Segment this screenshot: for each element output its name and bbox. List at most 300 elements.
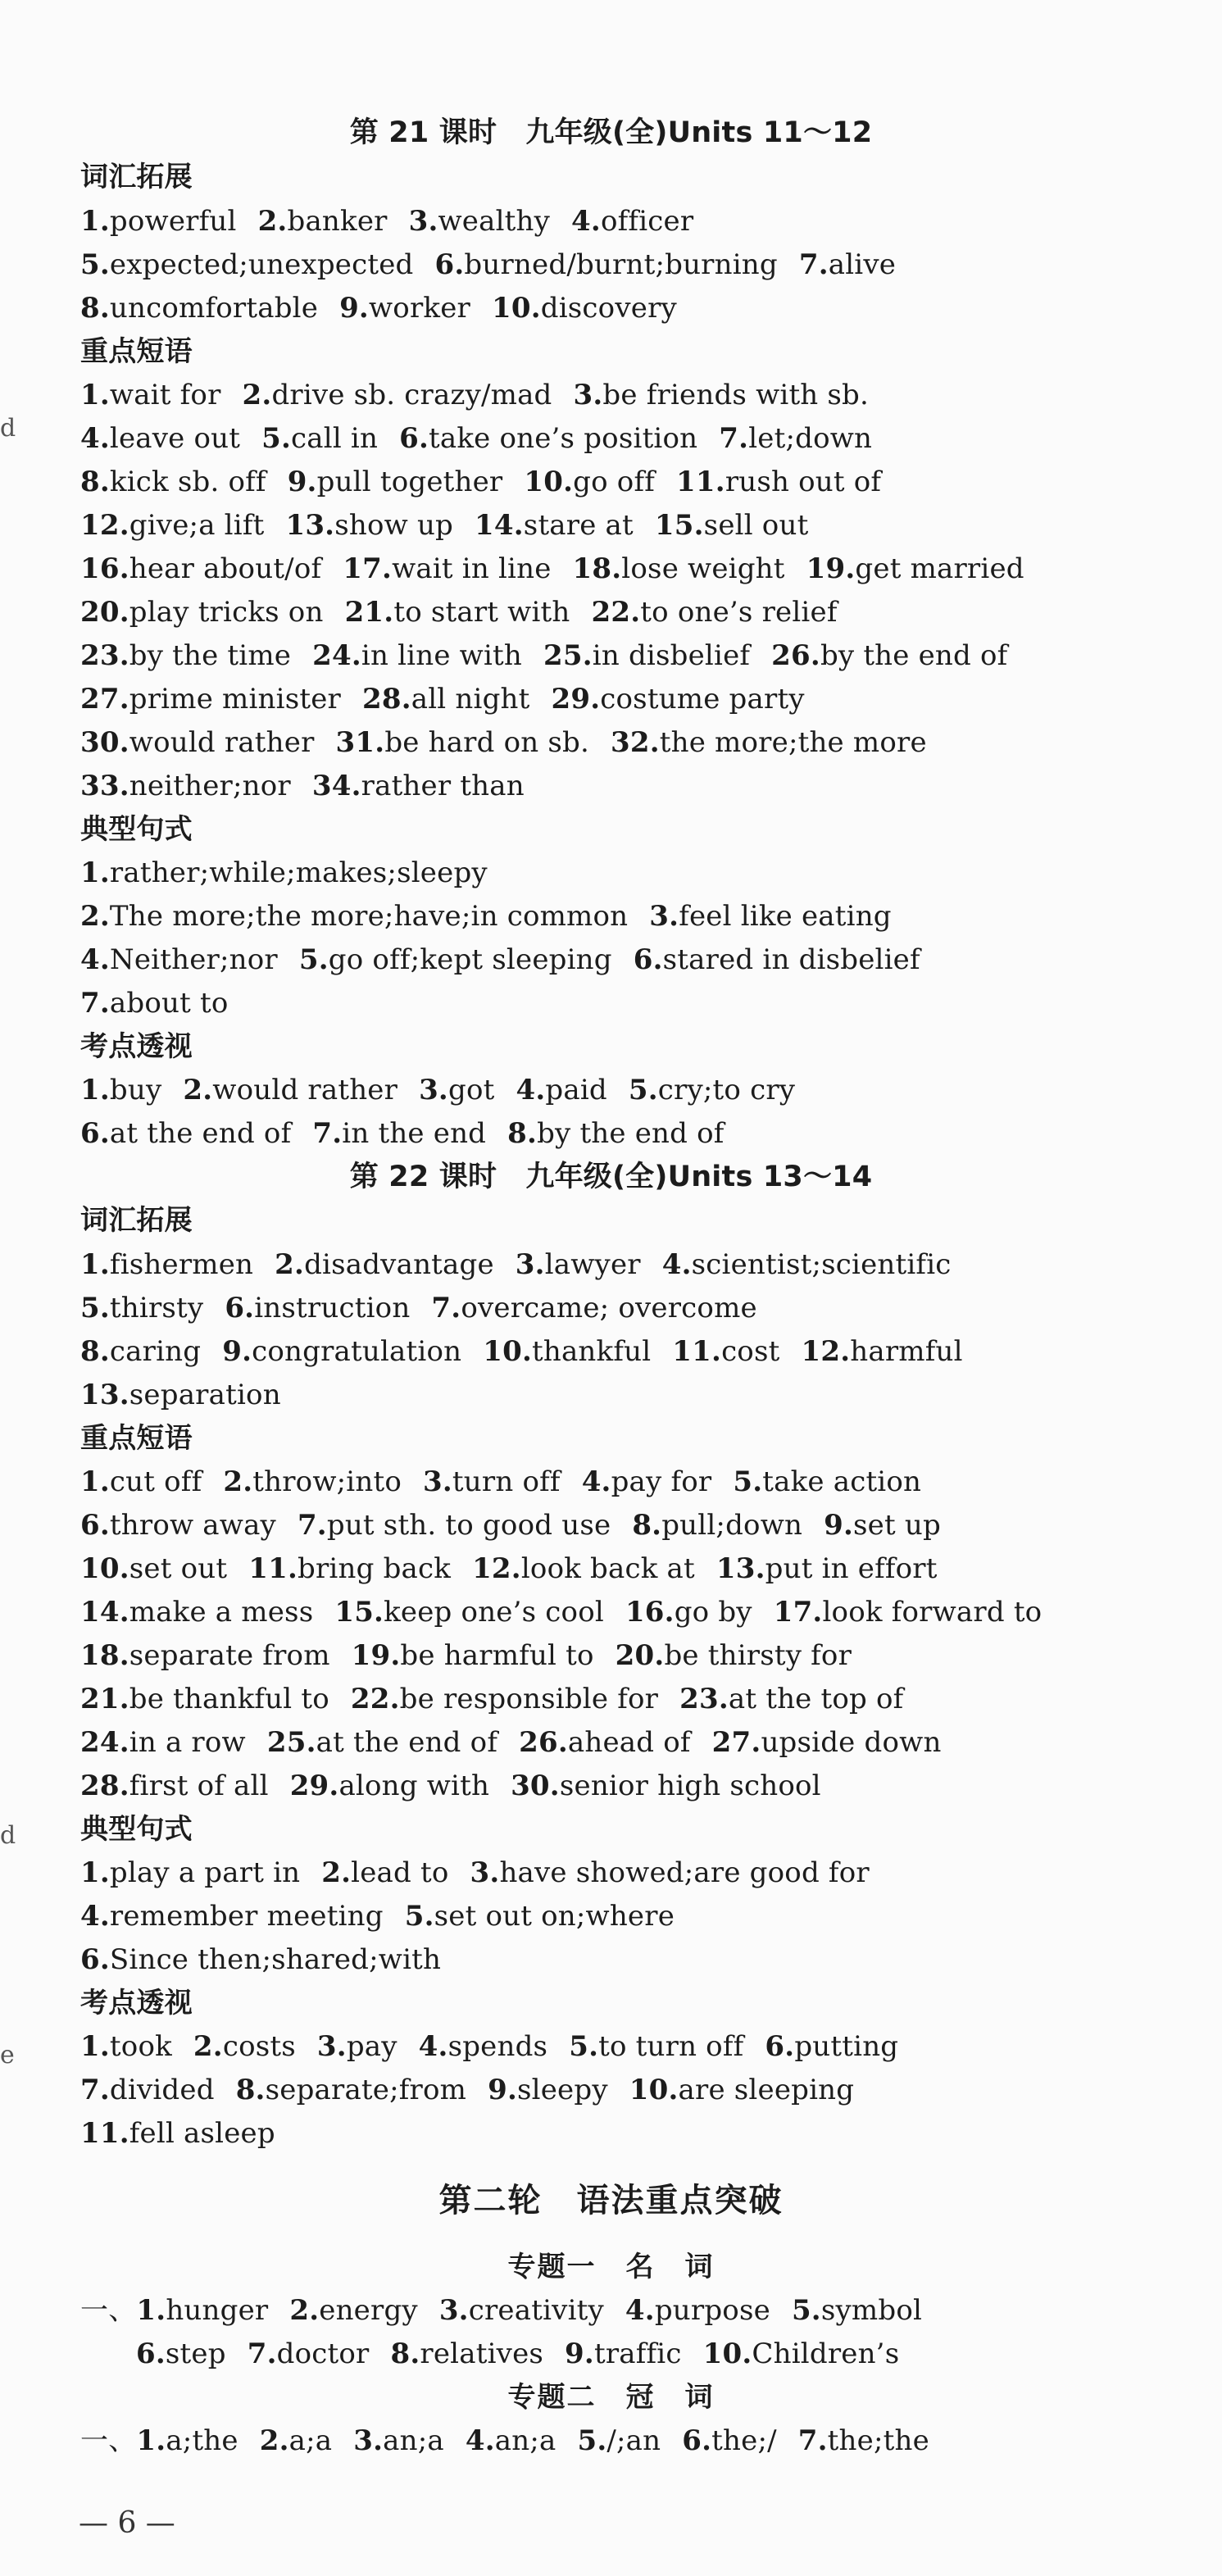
list-prefix: 一、	[80, 2294, 137, 2327]
answer-item	[80, 552, 321, 585]
answer-text: Since then;shared;with	[109, 1943, 442, 1976]
answer-text: scientist;scientific	[691, 1248, 952, 1281]
answer-number: 29.	[551, 683, 601, 716]
answer-line	[80, 422, 872, 455]
answer-number: 4.	[581, 1465, 611, 1498]
answer-text: show up	[334, 509, 454, 542]
answer-text: fell asleep	[129, 2117, 275, 2150]
answer-item	[136, 2294, 268, 2327]
answer-number: 3.	[438, 2294, 469, 2327]
answer-number: 25.	[266, 1726, 316, 1759]
answer-number: 22.	[591, 596, 641, 629]
answer-number: 8.	[390, 2337, 420, 2370]
answer-text: banker	[287, 205, 388, 238]
answer-item	[312, 770, 525, 802]
answer-item	[577, 2424, 661, 2457]
answer-item	[806, 552, 1024, 585]
answer-number: 6.	[682, 2424, 712, 2457]
answer-text: cost	[721, 1335, 780, 1368]
answer-number: 8.	[80, 466, 110, 498]
answer-number: 30.	[80, 726, 129, 759]
answer-number: 7.	[719, 422, 749, 455]
answer-text: remember meeting	[109, 1900, 384, 1933]
section-heading: 考点透视	[80, 1030, 193, 1063]
answer-number: 8.	[80, 292, 110, 325]
answer-number: 4.	[80, 943, 110, 976]
answer-number: 28.	[362, 683, 411, 716]
answer-text: the;/	[711, 2424, 777, 2457]
answer-number: 1.	[136, 2294, 166, 2327]
answer-text: set up	[853, 1509, 941, 1542]
answer-item	[80, 900, 628, 933]
answer-number: 28.	[80, 1770, 129, 1802]
answer-item	[345, 596, 570, 629]
answer-item	[616, 1639, 852, 1672]
answer-text: congratulation	[252, 1335, 462, 1368]
answer-text: worker	[368, 292, 470, 325]
answer-item	[258, 205, 388, 238]
answer-text: at the end of	[109, 1117, 292, 1150]
answer-number: 7.	[431, 1292, 461, 1324]
answer-text: spends	[447, 2030, 548, 2063]
answer-item	[298, 1509, 611, 1542]
answer-item	[352, 1639, 594, 1672]
answer-item	[285, 509, 453, 542]
answer-line	[80, 1596, 1042, 1629]
answer-number: 7.	[80, 987, 110, 1020]
answer-number: 1.	[80, 856, 110, 889]
answer-number: 9.	[488, 2074, 518, 2106]
answer-line	[80, 1683, 903, 1715]
answer-text: by the end of	[820, 639, 1008, 672]
answer-text: lawyer	[544, 1248, 641, 1281]
answer-text: look back at	[520, 1552, 695, 1585]
answer-item	[405, 1900, 675, 1933]
answer-number: 1.	[136, 2424, 166, 2457]
answer-item	[80, 1379, 281, 1411]
answer-item	[582, 1465, 712, 1498]
answer-number: 7.	[247, 2337, 277, 2370]
answer-item	[80, 1292, 203, 1324]
answer-line	[80, 1726, 942, 1759]
answer-item	[80, 1856, 300, 1889]
answer-number: 29.	[289, 1770, 339, 1802]
answer-text: buy	[109, 1074, 162, 1106]
answer-text: be friends with sb.	[602, 379, 870, 411]
answer-item	[362, 683, 530, 716]
answer-item	[662, 1248, 952, 1281]
answer-number: 7.	[80, 2074, 110, 2106]
answer-line	[80, 2074, 854, 2106]
answer-text: relatives	[420, 2337, 544, 2370]
section-heading: 典型句式	[80, 813, 193, 846]
answer-item	[290, 1770, 489, 1802]
answer-item	[80, 466, 266, 498]
answer-text: to turn off	[598, 2030, 744, 2063]
answer-item	[80, 1943, 441, 1976]
answer-number: 11.	[248, 1552, 298, 1585]
answer-text: an;a	[383, 2424, 444, 2457]
answer-text: give;a lift	[129, 509, 265, 542]
answer-line	[80, 2424, 929, 2457]
answer-text: lose weight	[621, 552, 785, 585]
answer-item	[470, 1856, 870, 1889]
answer-text: put in effort	[765, 1552, 938, 1585]
answer-text: purpose	[654, 2294, 770, 2327]
answer-item	[676, 466, 881, 498]
answer-text: senior high school	[559, 1770, 821, 1802]
answer-item	[798, 2424, 929, 2457]
answer-number: 3.	[316, 2030, 347, 2063]
answer-text: at the top of	[728, 1683, 904, 1715]
answer-text: in the end	[342, 1117, 487, 1150]
answer-item	[80, 683, 341, 716]
answer-text: pull;down	[661, 1509, 803, 1542]
lesson-title: 第 21 课时 九年级(全)Units 11～12	[349, 116, 873, 149]
answer-number: 21.	[80, 1683, 129, 1715]
answer-number: 8.	[80, 1335, 110, 1368]
answer-line	[80, 205, 693, 238]
answer-text: stare at	[523, 509, 634, 542]
answer-text: burned/burnt;burning	[464, 248, 778, 281]
answer-line	[80, 1509, 941, 1542]
answer-number: 5.	[80, 248, 110, 281]
answer-item	[339, 292, 470, 325]
answer-item	[80, 1596, 313, 1629]
answer-text: first of all	[129, 1770, 269, 1802]
answer-item	[712, 1726, 942, 1759]
answer-item	[571, 205, 693, 238]
answer-number: 2.	[257, 205, 288, 238]
answer-number: 8.	[632, 1509, 662, 1542]
answer-number: 3.	[573, 379, 603, 411]
answer-item	[225, 1292, 410, 1324]
answer-number: 9.	[565, 2337, 594, 2370]
answer-text: stared in disbelief	[662, 943, 920, 976]
answer-number: 9.	[287, 466, 317, 498]
answer-item	[289, 2294, 417, 2327]
answer-text: hear about/of	[129, 552, 322, 585]
answer-text: at the end of	[316, 1726, 498, 1759]
answer-number: 7.	[312, 1117, 343, 1150]
answer-number: 20.	[615, 1639, 665, 1672]
answer-item	[334, 1596, 604, 1629]
answer-number: 1.	[80, 2030, 110, 2063]
answer-number: 6.	[633, 943, 663, 976]
answer-number: 5.	[569, 2030, 599, 2063]
answer-number: 6.	[765, 2030, 795, 2063]
answer-item	[223, 1465, 402, 1498]
answer-text: in line with	[361, 639, 522, 672]
answer-text: officer	[600, 205, 694, 238]
answer-line	[80, 1335, 963, 1368]
answer-number: 7.	[797, 2424, 828, 2457]
answer-line	[80, 1900, 675, 1933]
page-number: — 6 —	[79, 2506, 175, 2540]
answer-number: 2.	[80, 900, 110, 933]
answer-item	[649, 900, 891, 933]
answer-line	[80, 248, 896, 281]
answer-text: throw;into	[252, 1465, 402, 1498]
answer-text: ahead of	[567, 1726, 691, 1759]
answer-text: keep one’s cool	[384, 1596, 604, 1629]
answer-item	[236, 2074, 466, 2106]
answer-number: 24.	[312, 639, 361, 672]
answer-item	[625, 1596, 752, 1629]
answer-text: be thankful to	[129, 1683, 329, 1715]
answer-text: doctor	[276, 2337, 370, 2370]
answer-text: creativity	[468, 2294, 604, 2327]
answer-item	[261, 422, 378, 455]
topic-title: 专题二 冠 词	[507, 2381, 715, 2414]
answer-item	[80, 248, 414, 281]
answer-text: go by	[674, 1596, 752, 1629]
answer-text: be harmful to	[400, 1639, 594, 1672]
answer-item	[592, 596, 838, 629]
answer-number: 22.	[350, 1683, 400, 1715]
answer-item	[419, 2030, 548, 2063]
answer-text: costs	[222, 2030, 296, 2063]
answer-item	[625, 2294, 770, 2327]
answer-number: 11.	[672, 1335, 722, 1368]
answer-text: Children’s	[752, 2337, 900, 2370]
answer-item	[80, 1639, 330, 1672]
answer-item	[511, 1770, 821, 1802]
answer-item	[552, 683, 805, 716]
answer-text: the more;the more	[659, 726, 927, 759]
answer-text: separate;from	[265, 2074, 467, 2106]
answer-number: 3.	[353, 2424, 384, 2457]
answer-number: 1.	[80, 1465, 110, 1498]
answer-text: uncomfortable	[109, 292, 319, 325]
answer-item	[703, 2337, 900, 2370]
answer-text: wealthy	[438, 205, 551, 238]
answer-item	[80, 726, 315, 759]
answer-item	[423, 1465, 561, 1498]
answer-item	[629, 2074, 854, 2106]
answer-number: 14.	[80, 1596, 129, 1629]
answer-text: look forward to	[822, 1596, 1043, 1629]
answer-text: a;the	[166, 2424, 238, 2457]
answer-item	[733, 1465, 921, 1498]
answer-number: 3.	[408, 205, 438, 238]
answer-text: all night	[411, 683, 530, 716]
answer-number: 26.	[771, 639, 820, 672]
answer-number: 27.	[711, 1726, 761, 1759]
answer-item	[409, 205, 550, 238]
answer-item	[483, 1335, 651, 1368]
answer-number: 6.	[80, 1117, 110, 1150]
answer-text: wait for	[109, 379, 221, 411]
answer-number: 9.	[824, 1509, 854, 1542]
answer-number: 30.	[511, 1770, 560, 1802]
answer-text: pay for	[611, 1465, 712, 1498]
answer-text: feel like eating	[679, 900, 892, 933]
answer-item	[80, 639, 291, 672]
answer-text: have showed;are good for	[499, 1856, 870, 1889]
answer-item	[80, 1683, 329, 1715]
answer-text: kick sb. off	[109, 466, 266, 498]
answer-text: caring	[109, 1335, 202, 1368]
section-heading: 词汇拓展	[80, 1204, 193, 1237]
answer-text: to one’s relief	[640, 596, 838, 629]
answer-number: 16.	[625, 1596, 675, 1629]
answer-item	[431, 1292, 756, 1324]
answer-number: 2.	[183, 1074, 213, 1106]
margin-mark: e	[0, 2041, 15, 2069]
answer-number: 7.	[798, 248, 829, 281]
answer-text: powerful	[109, 205, 237, 238]
answer-number: 2.	[259, 2424, 289, 2457]
answer-text: in a row	[129, 1726, 246, 1759]
answer-line	[80, 552, 1024, 585]
answer-number: 3.	[470, 1856, 500, 1889]
answer-number: 10.	[80, 1552, 129, 1585]
answer-item	[611, 726, 927, 759]
answer-number: 4.	[80, 422, 110, 455]
answer-item	[634, 943, 920, 976]
answer-text: pull together	[316, 466, 503, 498]
answer-number: 12.	[472, 1552, 521, 1585]
answer-line	[80, 900, 892, 933]
answer-text: along with	[338, 1770, 490, 1802]
answer-number: 10.	[491, 292, 541, 325]
answer-text: be thirsty for	[664, 1639, 852, 1672]
answer-number: 9.	[339, 292, 369, 325]
answer-text: are sleeping	[678, 2074, 855, 2106]
answer-line	[80, 1074, 795, 1106]
answer-item	[260, 2424, 333, 2457]
answer-number: 5.	[577, 2424, 607, 2457]
answer-text: to start with	[393, 596, 570, 629]
answer-number: 27.	[80, 683, 129, 716]
answer-number: 19.	[351, 1639, 401, 1672]
answer-item	[632, 1509, 802, 1542]
lesson-title: 第 22 课时 九年级(全)Units 13～14	[349, 1161, 873, 1193]
answer-text: fishermen	[109, 1248, 254, 1281]
answer-text: hunger	[166, 2294, 269, 2327]
answer-number: 5.	[261, 422, 292, 455]
answer-text: thirsty	[109, 1292, 204, 1324]
answer-item	[343, 552, 551, 585]
answer-number: 18.	[80, 1639, 129, 1672]
answer-number: 2.	[242, 379, 272, 411]
answer-number: 4.	[571, 205, 601, 238]
answer-number: 14.	[475, 509, 524, 542]
section-heading: 重点短语	[80, 335, 193, 368]
answer-text: set out	[129, 1552, 228, 1585]
answer-line	[80, 856, 488, 889]
answer-number: 5.	[791, 2294, 821, 2327]
answer-item	[516, 1248, 641, 1281]
answer-item	[312, 639, 522, 672]
answer-line	[80, 2030, 898, 2063]
answer-number: 2.	[289, 2294, 320, 2327]
answer-item	[80, 1074, 161, 1106]
answer-text: get married	[855, 552, 1024, 585]
answer-text: thankful	[532, 1335, 652, 1368]
answer-text: divided	[109, 2074, 215, 2106]
answer-item	[80, 509, 264, 542]
answer-item	[80, 1552, 227, 1585]
answer-text: in disbelief	[592, 639, 751, 672]
answer-text: call in	[291, 422, 379, 455]
answer-number: 2.	[223, 1465, 253, 1498]
answer-text: alive	[828, 248, 897, 281]
answer-item	[824, 1509, 941, 1542]
answer-text: sell out	[703, 509, 809, 542]
answer-text: traffic	[593, 2337, 682, 2370]
answer-line	[80, 1943, 441, 1976]
answer-text: go off	[573, 466, 656, 498]
answer-text: overcame; overcome	[461, 1292, 757, 1324]
answer-line	[136, 2337, 899, 2370]
answer-number: 12.	[801, 1335, 851, 1368]
answer-number: 17.	[773, 1596, 823, 1629]
answer-item	[80, 1248, 253, 1281]
answer-number: 7.	[297, 1509, 327, 1542]
answer-text: rush out of	[725, 466, 882, 498]
answer-text: symbol	[820, 2294, 923, 2327]
answer-text: about to	[109, 987, 229, 1020]
answer-text: sleepy	[517, 2074, 608, 2106]
answer-number: 6.	[80, 1509, 110, 1542]
answer-number: 6.	[225, 1292, 255, 1324]
answer-item	[80, 1117, 291, 1150]
answer-item	[193, 2030, 296, 2063]
answer-number: 6.	[136, 2337, 166, 2370]
answer-number: 17.	[343, 552, 393, 585]
answer-line	[80, 2117, 275, 2150]
answer-text: the;the	[827, 2424, 929, 2457]
answer-item	[80, 1770, 269, 1802]
answer-item	[682, 2424, 777, 2457]
answer-line	[80, 292, 677, 325]
answer-text: take action	[762, 1465, 922, 1498]
topic-title: 专题一 名 词	[507, 2251, 715, 2283]
answer-item	[679, 1683, 903, 1715]
answer-item	[80, 2030, 172, 2063]
answer-line	[80, 1379, 281, 1411]
answer-text: by the end of	[537, 1117, 725, 1150]
answer-number: 5.	[733, 1465, 763, 1498]
round-title: 第二轮 语法重点突破	[438, 2182, 784, 2219]
answer-item	[573, 552, 785, 585]
answer-number: 10.	[702, 2337, 752, 2370]
section-heading: 考点透视	[80, 1987, 193, 2019]
answer-text: pay	[346, 2030, 397, 2063]
answer-item	[466, 2424, 556, 2457]
answer-text: go off;kept sleeping	[328, 943, 612, 976]
answer-text: prime minister	[129, 683, 341, 716]
answer-text: step	[165, 2337, 226, 2370]
answer-number: 9.	[222, 1335, 252, 1368]
answer-item	[629, 1074, 795, 1106]
answer-item	[183, 1074, 397, 1106]
answer-number: 19.	[806, 552, 856, 585]
answer-text: throw away	[109, 1509, 276, 1542]
answer-line	[80, 466, 881, 498]
answer-text: play tricks on	[129, 596, 324, 629]
answer-number: 12.	[80, 509, 129, 542]
answer-line	[80, 1552, 938, 1585]
answer-item	[80, 1900, 384, 1933]
section-heading: 重点短语	[80, 1422, 193, 1455]
answer-item	[351, 1683, 658, 1715]
answer-item	[792, 2294, 922, 2327]
answer-text: cry;to cry	[657, 1074, 796, 1106]
answer-number: 1.	[80, 205, 110, 238]
